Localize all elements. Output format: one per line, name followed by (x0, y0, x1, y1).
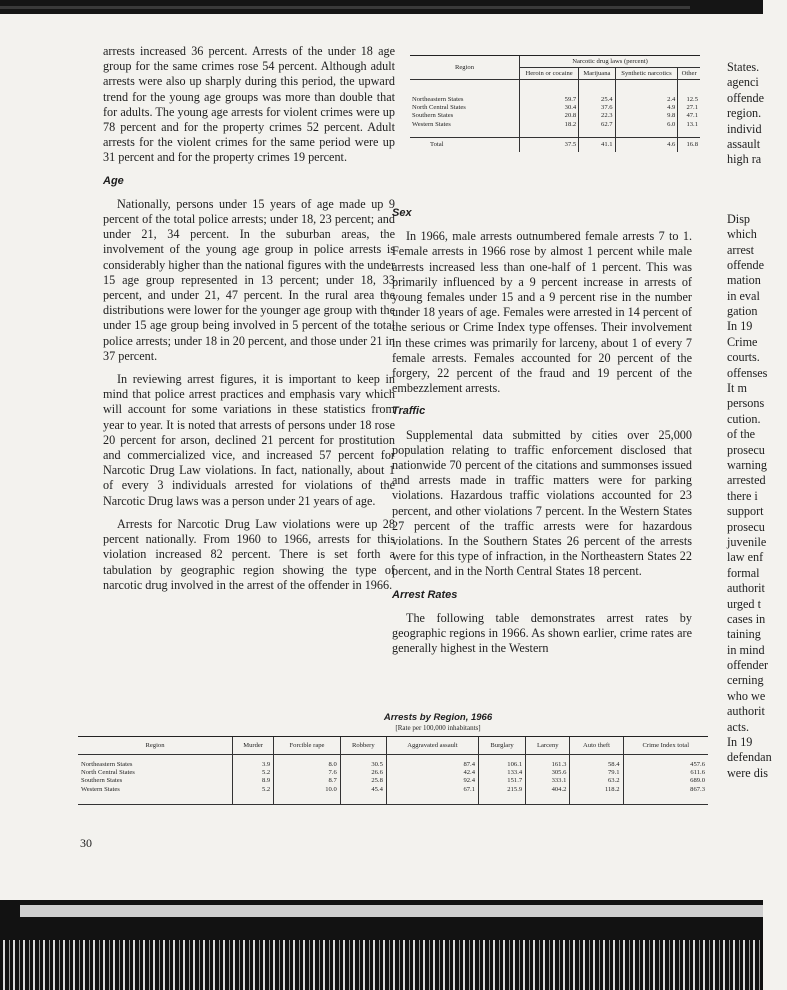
arrest-cell: 151.7 (479, 777, 526, 785)
right-column-line: individ (727, 121, 762, 136)
paragraph-narcotic-arrests: Arrests for Narcotic Drug Law violations were up 28 percent nationally. From 1960 to 1966, arrests for this violation increased 82 percent. There is set forth a tabulation by geographic region showing the type of narcotic drug involved in the arrest of the offender in 1966. (103, 516, 395, 592)
narcotic-cell: 25.4 (579, 80, 615, 105)
arrest-table-title: Arrests by Region, 1966 (383, 712, 493, 723)
right-column-line: offenses (727, 365, 768, 380)
right-column-line: in mind (727, 642, 765, 657)
right-column-line: In 19 (727, 319, 753, 334)
right-column-line: formal (727, 565, 760, 580)
arrest-cell: 58.4 (570, 755, 623, 770)
narcotic-cell: 2.4 (615, 80, 678, 105)
right-column-line: defendan (727, 750, 772, 765)
arrest-cell: 611.6 (623, 769, 708, 777)
heading-age: Age (103, 174, 124, 187)
right-column-line: agenci (727, 75, 759, 90)
right-column-line: In 19 (727, 735, 753, 750)
paragraph-traffic: Supplemental data submitted by cities over 25,000 population relating to traffic enforcement disclosed that nationwide 70 percent of the citations and summonses issued and arrests made in traffic matters were for parking violations. Hazardous traffic violations accounted for 23 percent, and other violations 7 percent. In the Western States 27 percent of the traffic arrests were for hazardous violations. In the Southern States 26 percent of the arrests were for this type of infraction, in the Northeastern States 22 percent, and in the North Central States 18 percent. (392, 427, 692, 579)
right-column-line: authorit (727, 704, 765, 719)
right-column-line: prosecu (727, 519, 765, 534)
narcotic-cell: 62.7 (579, 121, 615, 138)
narcotic-cell: 12.5 (678, 80, 700, 105)
right-column-line: offender (727, 658, 769, 673)
left-text-column (103, 44, 395, 601)
paragraph-arrest-practices: In reviewing arrest figures, it is important to keep in mind that police arrest practices and emphasis vary which will account for some variations in these statistics from year to year. It is noted that arrests of persons under 18 rose 20 percent for arson, declined 21 percent for prostitution and commercialized vice, and increased 57 percent for Narcotic Drug Law violations. In fact, nationally, about 1 of every 3 individuals arrested for violations of the Narcotic Drug laws was a person under 21 years of age. (103, 372, 395, 508)
right-column-line: arrested (727, 473, 766, 488)
right-column-line: offende (727, 90, 764, 105)
narcotic-cell: 30.4 (520, 104, 579, 112)
paragraph-age-distribution: Nationally, persons under 15 years of age made up 9 percent of the total police arrests; under 18, 23 percent; and under 21, 34 percent. In the suburban areas, the involvement of the young age group in police arrests is considerably higher than the national figures with the under 15 age group represented in 13 percent; under 18, 33 percent, and under 21, 47 percent. In the rural area the distributions were lower for the younger age group with the under 15 age group being involved in 5 percent of the total police arrests; under 18 in 20 percent, and those under 21 in 37 percent. (103, 196, 395, 363)
narcotic-cell: 47.1 (678, 112, 700, 120)
arrest-col-header: Robbery (340, 737, 386, 755)
arrest-col-header: Burglary (479, 737, 526, 755)
right-column-line: urged t (727, 596, 761, 611)
arrest-cell: 79.1 (570, 769, 623, 777)
arrest-cell: 867.3 (623, 786, 708, 805)
narcotic-col-header: Marijuana (579, 68, 615, 80)
heading-sex: Sex (392, 207, 412, 219)
arrest-col-header: Aggravated assault (386, 737, 478, 755)
narcotic-total-cell: 37.5 (520, 137, 579, 152)
narcotic-cell: 18.2 (520, 121, 579, 138)
right-column-line: prosecu (727, 442, 765, 457)
arrest-cell: 215.9 (479, 786, 526, 805)
arrest-cell: 106.1 (479, 755, 526, 770)
arrest-cell: 67.1 (386, 786, 478, 805)
arrest-col-header: Forcible rape (274, 737, 341, 755)
page-number: 30 (80, 836, 92, 850)
arrest-cell: 161.3 (526, 755, 570, 770)
right-column-line: cases in (727, 611, 766, 626)
paragraph-arrest-rates: The following table demonstrates arrest rates by geographic regions in 1966. As shown earlier, crime rates are generally highest in the Western (392, 610, 692, 656)
right-column-line: who we (727, 688, 766, 703)
narcotic-row-label: Southern States (412, 112, 454, 120)
narcotic-row-label: North Central States (412, 104, 466, 112)
arrest-cell: 5.2 (233, 786, 274, 805)
narcotic-col-header: Other (678, 68, 700, 80)
arrest-row-label: Northeastern States (81, 761, 133, 768)
arrest-col-header: Crime Index total (623, 737, 708, 755)
right-column-line: support (727, 504, 764, 519)
arrest-row-label: North Central States (81, 769, 135, 777)
right-column-line: offende (727, 257, 764, 272)
right-column-line: assault (727, 136, 761, 151)
scan-bottom-edge-stripes (0, 940, 763, 990)
right-column-line: in eval (727, 288, 760, 303)
narcotic-cell: 9.8 (615, 112, 678, 120)
arrests-by-region-block (78, 712, 708, 805)
right-column-line: courts. (727, 350, 760, 365)
heading-traffic: Traffic (392, 405, 426, 418)
arrest-cell: 25.8 (340, 777, 386, 785)
narcotic-cell: 4.9 (615, 104, 678, 112)
arrest-table-region-header: Region (78, 737, 233, 755)
right-column-line: arrest (727, 242, 755, 257)
right-column-line: mation (727, 273, 761, 288)
right-column-line: juvenile (727, 534, 767, 549)
arrest-col-header: Larceny (526, 737, 570, 755)
arrest-cell: 63.2 (570, 777, 623, 785)
arrest-cell: 689.0 (623, 777, 708, 785)
right-column-line: authorit (727, 581, 765, 596)
arrest-row-label: Western States (78, 786, 233, 805)
arrest-cell: 26.6 (340, 769, 386, 777)
narcotic-cell: 27.1 (678, 104, 700, 112)
arrest-cell: 118.2 (570, 786, 623, 805)
arrest-cell: 45.4 (340, 786, 386, 805)
arrest-cell: 10.0 (274, 786, 341, 805)
right-column-line: there i (727, 488, 758, 503)
arrest-cell: 457.6 (623, 755, 708, 770)
arrest-cell: 8.7 (274, 777, 341, 785)
paragraph-arrest-trends: arrests increased 36 percent. Arrests of the under 18 age group for the same crimes rose 54 percent. Although adult arrests were also up sharply during this period, the upward trend for the young age groups was more than double that for adults. The young age arrests for violent crimes were up 78 percent and for the property crimes 52 percent. Adult arrests for the violent crimes for the same period were up 31 percent and for the property crimes 19 percent. (103, 44, 395, 165)
right-column-line: which (727, 227, 757, 242)
arrest-cell: 87.4 (386, 755, 478, 770)
arrest-cell: 42.4 (386, 769, 478, 777)
right-column-line: high ra (727, 152, 762, 167)
heading-arrest-rates: Arrest Rates (392, 588, 458, 601)
narcotic-table-region-header: Region (410, 56, 520, 80)
arrests-by-region-table (78, 736, 708, 805)
arrest-row-label: Southern States (81, 777, 123, 785)
narcotic-total-cell: 16.8 (678, 137, 700, 152)
arrest-cell: 5.2 (233, 769, 274, 777)
paragraph-sex: In 1966, male arrests outnumbered female arrests 7 to 1. Female arrests in 1966 rose by almost 1 percent while male arrests increased less than one-half of 1 percent. This was primarily influenced by a 9 percent increase in arrests of young females under 15 and a 9 percent rise in the number under 18 years of age. Females were arrested in 14 percent of the serious or Crime Index type offenses. Their involvement in these crimes was primarily for larceny, about 1 of every 7 female arrests. Females accounted for 20 percent of the forgery, 22 percent of the fraud and 19 percent of the embezzlement arrests. (392, 229, 692, 396)
right-column-line: warning (727, 457, 767, 472)
arrest-cell: 404.2 (526, 786, 570, 805)
scan-top-edge-highlight (0, 6, 690, 9)
right-column-line: cerning (727, 673, 764, 688)
arrest-cell: 8.0 (274, 755, 341, 770)
arrest-col-header: Auto theft (570, 737, 623, 755)
right-column-line: taining (727, 627, 761, 642)
narcotic-total-cell: 41.1 (579, 137, 615, 152)
right-column-line: Disp (727, 211, 751, 226)
right-column-line: cution. (727, 411, 761, 426)
right-column-line: were dis (727, 765, 768, 780)
right-column-line: law enf (727, 550, 764, 565)
arrest-cell: 8.9 (233, 777, 274, 785)
right-column-line: gation (727, 304, 758, 319)
right-column-line: acts. (727, 719, 749, 734)
narcotic-cell: 20.8 (520, 112, 579, 120)
right-column-line: States. (727, 60, 760, 74)
right-text-column-cropped (727, 60, 787, 781)
narcotic-cell: 59.7 (520, 80, 579, 105)
arrest-cell: 30.5 (340, 755, 386, 770)
right-column-line: persons (727, 396, 765, 411)
arrest-cell: 305.6 (526, 769, 570, 777)
right-column-line: of the (727, 427, 756, 442)
narcotic-cell: 13.1 (678, 121, 700, 138)
narcotic-table-group-header: Narcotic drug laws (percent) (520, 56, 701, 68)
narcotic-cell: 22.3 (579, 112, 615, 120)
narcotic-col-header: Synthetic narcotics (615, 68, 678, 80)
arrest-cell: 333.1 (526, 777, 570, 785)
arrest-cell: 3.9 (233, 755, 274, 770)
narcotic-total-label: Total (410, 137, 520, 152)
arrest-cell: 92.4 (386, 777, 478, 785)
arrest-cell: 133.4 (479, 769, 526, 777)
narcotic-col-header: Heroin or cocaine (520, 68, 579, 80)
middle-text-column (392, 206, 692, 664)
narcotic-drug-table (410, 55, 700, 152)
right-column-line: It m (727, 381, 747, 396)
right-column-line: region. (727, 106, 762, 121)
narcotic-row-label: Northeastern States (412, 96, 464, 103)
narcotic-row-label: Western States (412, 120, 451, 128)
arrest-table-subtitle: [Rate per 100,000 inhabitants] (395, 724, 481, 732)
arrest-col-header: Murder (233, 737, 274, 755)
narcotic-cell: 37.6 (579, 104, 615, 112)
arrest-cell: 7.6 (274, 769, 341, 777)
scan-bottom-edge-highlight (20, 905, 763, 917)
right-column-line: Crime (727, 334, 758, 349)
narcotic-total-cell: 4.6 (615, 137, 678, 152)
narcotic-cell: 6.0 (615, 121, 678, 138)
